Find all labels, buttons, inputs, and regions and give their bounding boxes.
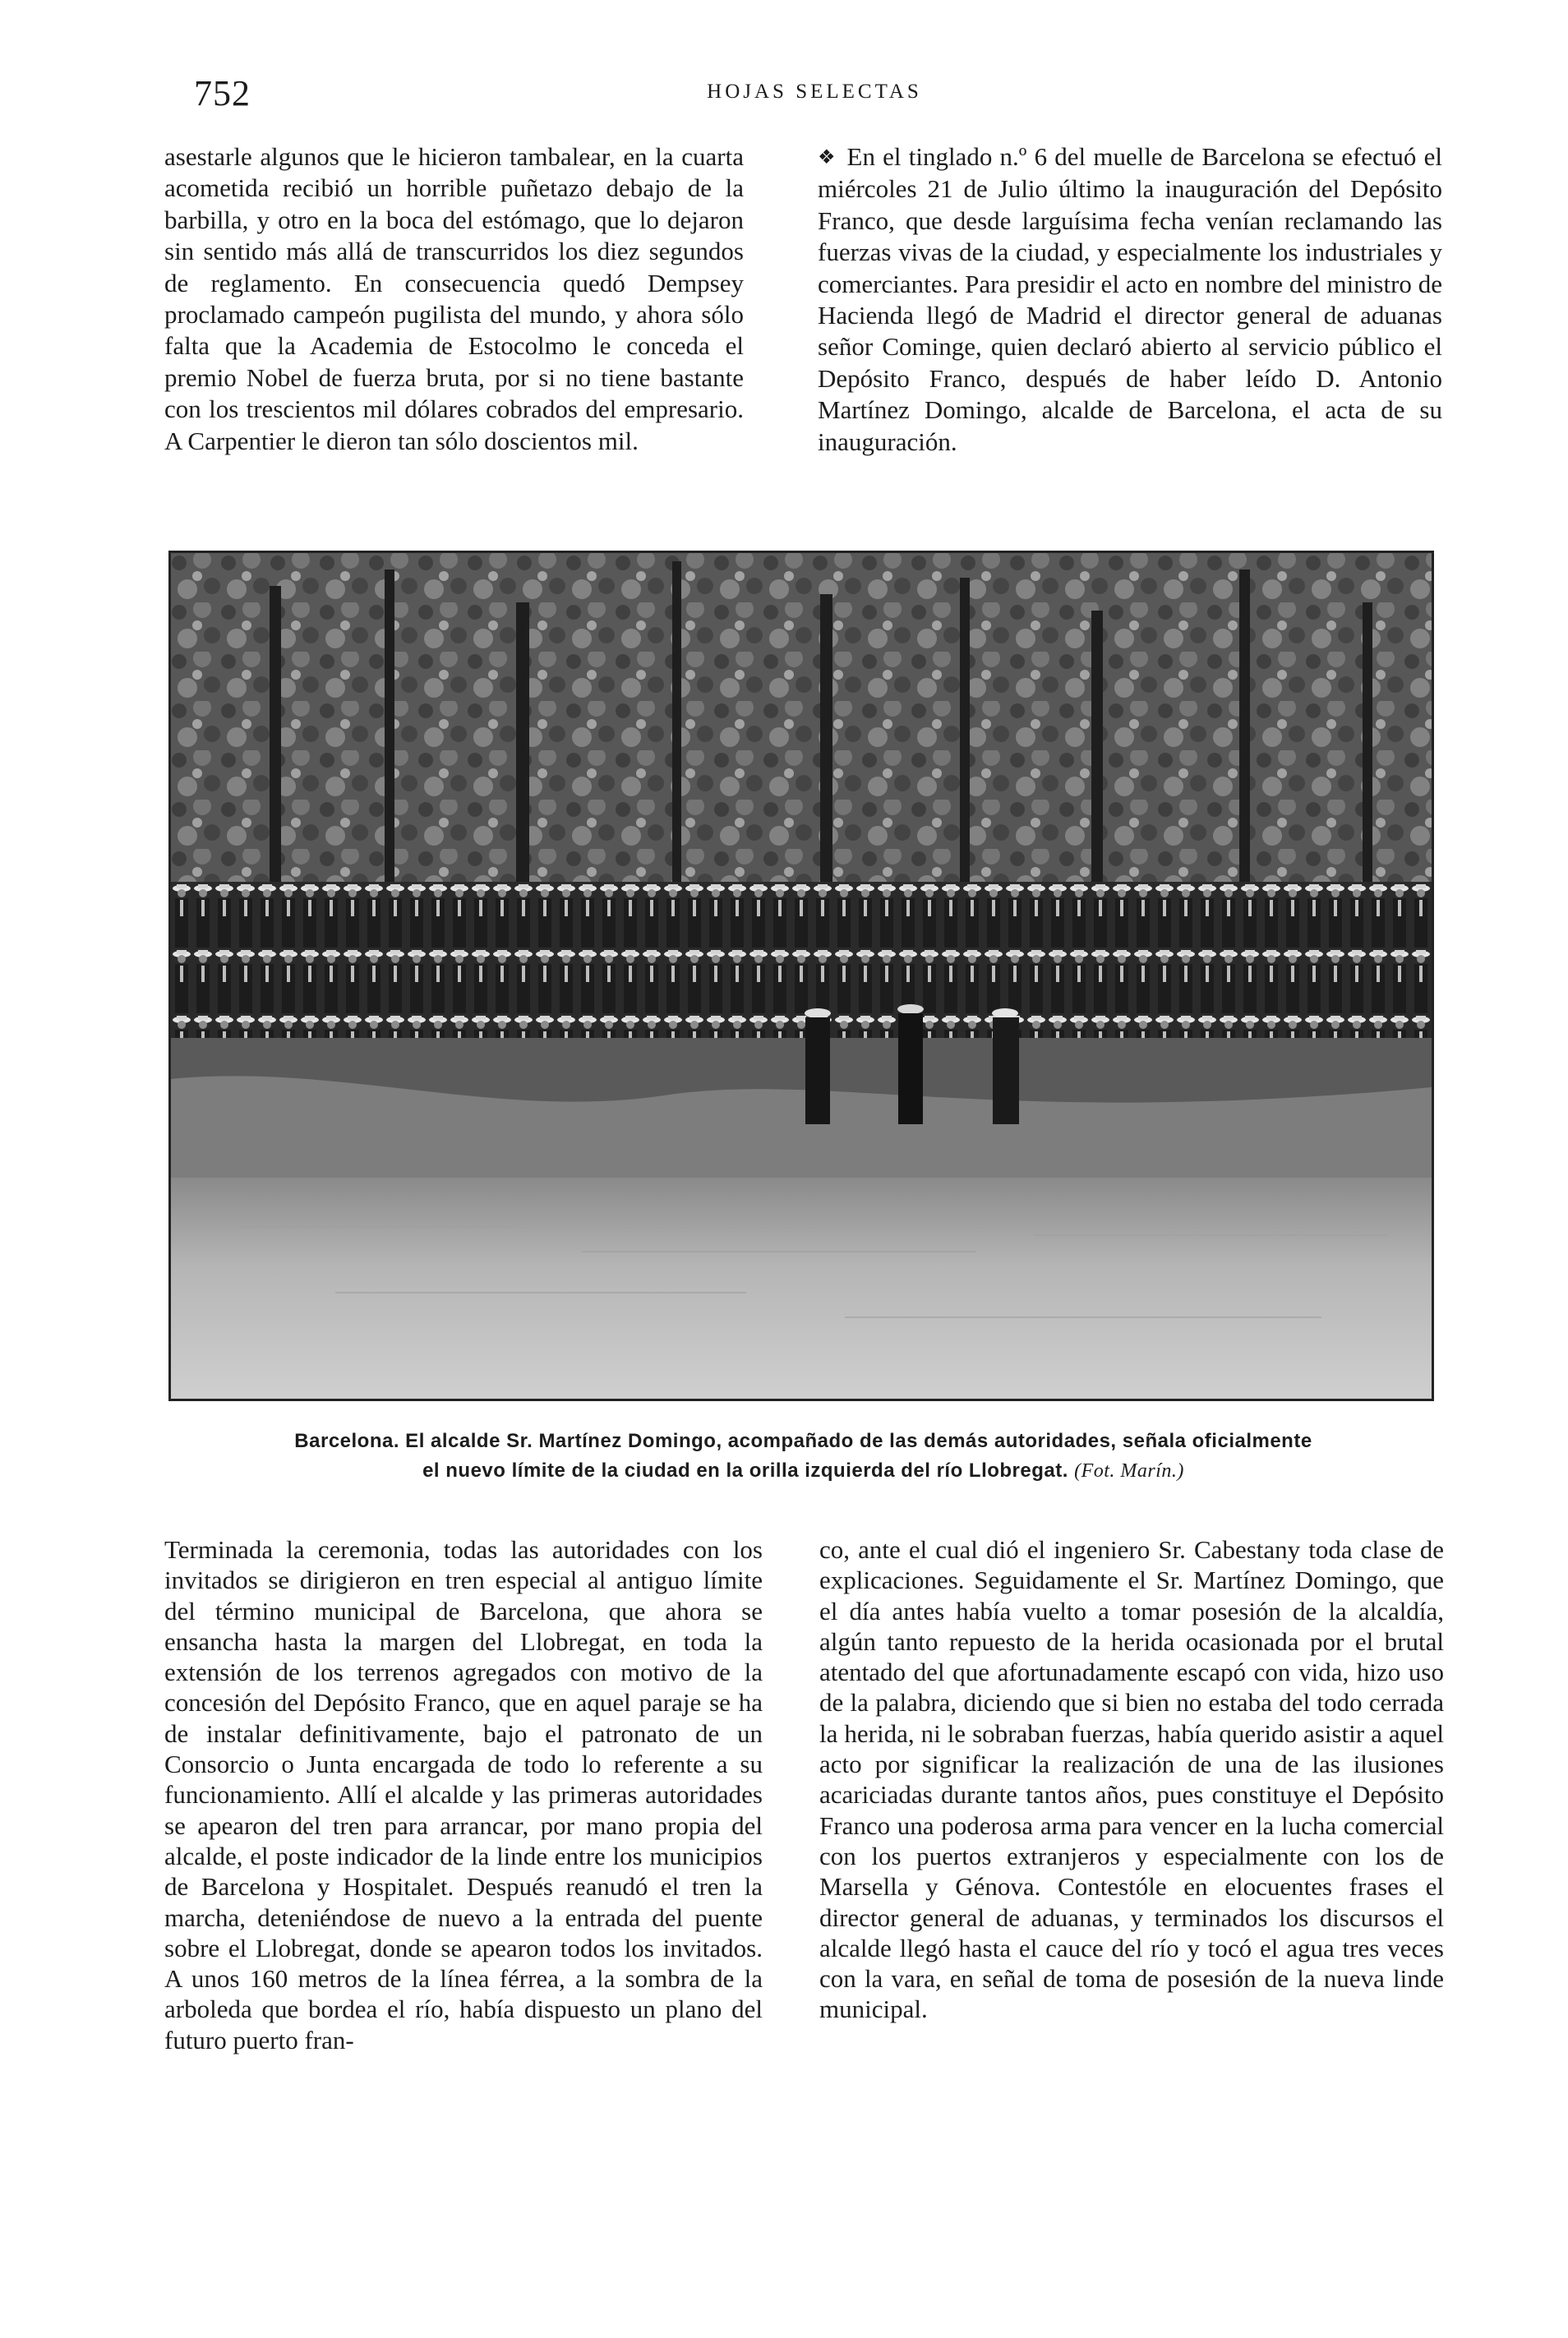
ornament-icon: ❖ — [818, 147, 836, 168]
top-right-paragraph — [818, 141, 1442, 458]
caption-line-1: Barcelona. El alcalde Sr. Martínez Domingo, acompañado de las demás autoridades, señala oficialmente — [294, 1430, 1312, 1452]
top-left-column — [164, 141, 744, 457]
photo-crowd — [171, 882, 1432, 1038]
photo-credit: (Fot. Marín.) — [1074, 1460, 1184, 1482]
page-header — [194, 72, 1435, 122]
caption-line-2 — [164, 1456, 1442, 1486]
top-left-paragraph: asestarle algunos que le hicieron tambalear, en la cuarta acometida recibió un horrible puñetazo debajo de la barbilla, y otro en la boca del estómago, que lo dejaron sin sentido más allá de transcurridos los diez segundos de reglamento. En consecuencia quedó Dempsey proclamado campeón pugilista del mundo, y ahora sólo falta que la Academia de Estocolmo le conceda el premio Nobel de fuerza bruta, por si no tiene bastante con los trescientos mil dólares cobrados del empresario. A Carpentier le dieron tan sólo doscientos mil. — [164, 142, 744, 455]
photograph-illustration — [171, 553, 1432, 1399]
photo-river — [171, 1178, 1432, 1399]
bottom-right-column — [819, 1534, 1444, 2025]
bottom-right-paragraph: co, ante el cual dió el ingeniero Sr. Cabestany toda clase de explicaciones. Seguidamente el Sr. Martínez Domingo, que el día antes había vuelto a tomar posesión de la alcaldía, algún tanto repuesto de la herida ocasionada por el brutal atentado del que afortunadamente escapó con vida, hizo uso de la palabra, diciendo que si bien no estaba del todo cerrada la herida, ni le sobraban fuerzas, había querido asistir a aquel acto por significar la realización de una de las ilusiones acariciadas durante tantos años, pues constituye el Depósito Franco una poderosa arma para vencer en la lucha comercial con los puertos extranjeros y especialmente con los de Marsella y Génova. Contestóle en elocuentes frases el director general de aduanas, y terminados los discursos el alcalde llegó hasta el cauce del río y tocó el agua tres veces con la vara, en señal de toma de posesión de la nueva linde municipal. — [819, 1535, 1444, 2024]
page-number: 752 — [194, 73, 251, 113]
photo-caption — [164, 1427, 1442, 1486]
photograph — [168, 551, 1434, 1401]
bottom-left-column — [164, 1534, 763, 2055]
bottom-left-paragraph: Terminada la ceremonia, todas las autoridades con los invitados se dirigieron en tren especial al antiguo límite del término municipal de Barcelona, que ahora se ensancha hasta la margen del Llobregat, en toda la extensión de los terrenos agregados con motivo de la concesión del Depósito Franco, que en aquel paraje se ha de instalar definitivamente, bajo el patronato de un Consorcio o Junta encargada de todo lo referente a su funcionamiento. Allí el alcalde y las primeras autoridades se apearon del tren para arrancar, por mano propia del alcalde, el poste indicador de la linde entre los municipios de Barcelona y Hospitalet. Después reanudó el tren la marcha, deteniéndose de nuevo a la entrada del puente sobre el Llobregat, donde se apearon todos los invitados. A unos 160 metros de la línea férrea, a la sombra de la arboleda que bordea el río, había dispuesto un plano del futuro puerto fran- — [164, 1535, 763, 2054]
running-title: HOJAS SELECTAS — [707, 81, 922, 103]
top-right-column — [818, 141, 1442, 458]
caption-line-2-text: el nuevo límite de la ciudad en la orilla izquierda del río Llobregat. — [422, 1460, 1068, 1482]
top-right-paragraph-text: En el tinglado n.º 6 del muelle de Barcelona se efectuó el miércoles 21 de Julio último la inauguración del Depósito Franco, que desde larguísima fecha venían reclamando las fuerzas vivas de la ciudad, y especialmente los industriales y comerciantes. Para presidir el acto en nombre del ministro de Hacienda llegó de Madrid el director general de aduanas señor Cominge, quien declaró abierto al servicio público el Depósito Franco, después de haber leído D. Antonio Martínez Domingo, alcalde de Barcelona, el acta de su inauguración. — [818, 142, 1442, 456]
